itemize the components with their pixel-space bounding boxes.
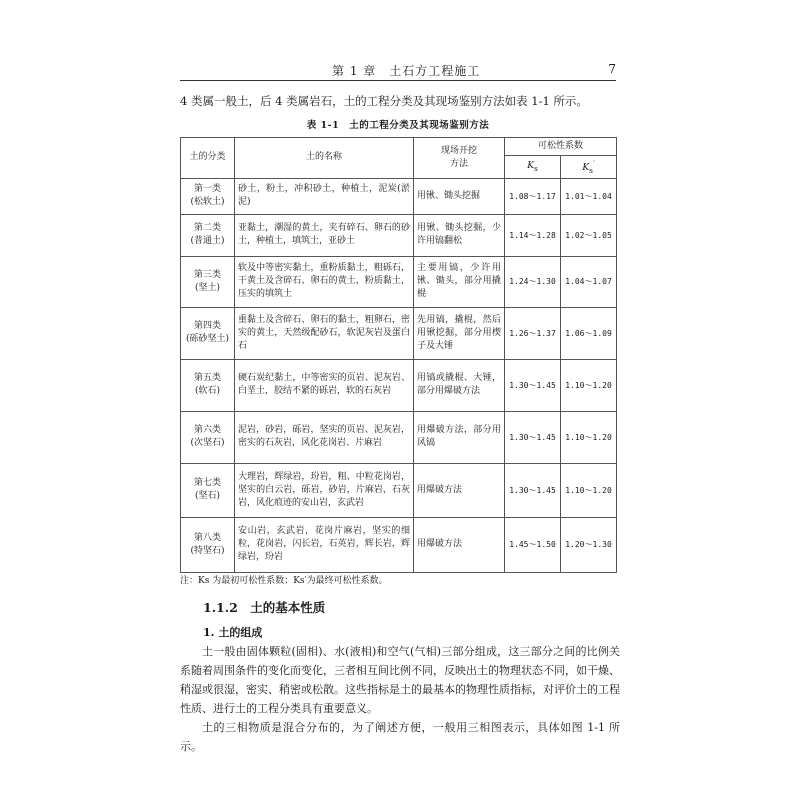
class-sub: (软石)	[194, 386, 221, 397]
cell-ks: 1.26～1.37	[505, 307, 561, 359]
cell-class	[181, 359, 235, 411]
class-label: 第二类	[193, 223, 221, 234]
class-sub: (松软土)	[190, 197, 225, 208]
cell-ks-final: 1.06～1.09	[561, 307, 617, 359]
header-class: 土的分类	[181, 138, 235, 179]
paragraph: 土的三相物质是混合分布的，为了阐述方便，一般用三相图表示，具体如图 1-1 所示。	[180, 721, 620, 753]
cell-method: 先用镐，撬棍，然后用锹挖掘，部分用楔子及大锤	[414, 307, 505, 359]
table-row	[181, 214, 617, 256]
header-ks	[505, 156, 561, 179]
cell-method: 主要用镐，少许用锹、锄头，部分用撬棍	[414, 256, 505, 307]
cell-name: 大理岩，辉绿岩，玢岩，粗、中粒花岗岩，坚实的白云岩，砾岩，砂岩，片麻岩，石灰岩，风化痕迹的安山岩，玄武岩	[235, 463, 414, 517]
cell-class	[181, 178, 235, 214]
cell-method: 用锹、锄头挖掘，少许用镐翻松	[414, 214, 505, 256]
header-ks-final	[561, 156, 617, 179]
cell-name: 泥岩，砂岩，砾岩，坚实的页岩、泥灰岩，密实的石灰岩，风化花岗岩、片麻岩	[235, 411, 414, 463]
chapter-title: 第 1 章 土石方工程施工	[332, 64, 481, 78]
cell-name: 砂土，粉土，冲积砂土，种植土，泥炭(淤泥)	[235, 178, 414, 214]
cell-ks: 1.30～1.45	[505, 359, 561, 411]
cell-ks: 1.08～1.17	[505, 178, 561, 214]
cell-class	[181, 411, 235, 463]
class-label: 第六类	[193, 425, 221, 436]
running-header	[180, 62, 616, 78]
soil-classification-table	[180, 137, 617, 573]
cell-method: 用锹、锄头挖掘	[414, 178, 505, 214]
cell-name: 亚黏土，潮湿的黄土，夹有碎石、卵石的砂土，种植土，填筑土，亚砂土	[235, 214, 414, 256]
cell-class	[181, 307, 235, 359]
cell-ks-final: 1.02～1.05	[561, 214, 617, 256]
cell-class	[181, 256, 235, 307]
cell-ks-final: 1.10～1.20	[561, 359, 617, 411]
table-note: 注：Ks 为最初可松性系数；Ks′为最终可松性系数。	[180, 576, 388, 586]
header-method-label: 现场开挖方法	[440, 145, 477, 169]
cell-class	[181, 463, 235, 517]
cell-ks-final: 1.10～1.20	[561, 463, 617, 517]
cell-ks: 1.14～1.28	[505, 214, 561, 256]
intro-sentence: 4 类属一般土，后 4 类属岩石，土的工程分类及其现场鉴别方法如表 1-1 所示。	[180, 94, 588, 108]
class-label: 第四类	[193, 321, 221, 332]
body-text	[180, 642, 620, 756]
class-sub: (普通土)	[190, 236, 225, 247]
header-ks-final-sub: s	[589, 165, 593, 175]
header-rule	[180, 80, 616, 81]
cell-ks: 1.30～1.45	[505, 463, 561, 517]
table-row	[181, 463, 617, 517]
header-ks-final-symbol: K	[582, 163, 590, 173]
header-name: 土的名称	[235, 138, 414, 179]
table-row	[181, 517, 617, 572]
table-row	[181, 307, 617, 359]
table-row	[181, 178, 617, 214]
cell-class	[181, 214, 235, 256]
cell-ks-final: 1.01～1.04	[561, 178, 617, 214]
table-row	[181, 256, 617, 307]
paragraph: 土一般由固体颗粒(固相)、水(液相)和空气(气相)三部分组成，这三部分之间的比例关系随着周围条件的变化而变化，三者相互间比例不同，反映出土的物理状态不同，如干燥、稍湿或很湿，密实、稍密或松散。这些指标是土的最基本的物理性质指标，对评价土的工程性质、进行土的工程分类具有重要意义。	[180, 645, 620, 715]
cell-method: 用镐或撬棍、大锤，部分用爆破方法	[414, 359, 505, 411]
cell-class	[181, 517, 235, 572]
page-number: 7	[608, 62, 616, 76]
class-label: 第五类	[193, 373, 221, 384]
class-label: 第八类	[193, 532, 221, 543]
cell-name: 重黏土及含碎石、卵石的黏土，粗卵石，密实的黄土，天然级配砂石，软泥灰岩及蛋白石	[235, 307, 414, 359]
class-sub: (砾砂坚土)	[185, 334, 230, 345]
class-label: 第一类	[193, 184, 221, 195]
header-method	[414, 138, 505, 179]
cell-name: 硬石炭纪黏土，中等密实的页岩、泥灰岩、白垩土，胶结不紧的砾岩，软的石灰岩	[235, 359, 414, 411]
class-label: 第七类	[193, 478, 221, 489]
class-sub: (次坚石)	[190, 438, 225, 449]
table-row	[181, 359, 617, 411]
cell-name: 安山岩，玄武岩，花岗片麻岩，坚实的细粒，花岗岩，闪长岩，石英岩，辉长岩，辉绿岩，玢岩	[235, 517, 414, 572]
table-row	[181, 411, 617, 463]
header-ks-final-prime: ′	[592, 159, 595, 168]
cell-ks: 1.24～1.30	[505, 256, 561, 307]
subsection-title: 1. 土的组成	[203, 626, 263, 639]
class-sub: (坚土)	[194, 282, 221, 293]
class-sub: (特坚石)	[190, 545, 225, 556]
cell-ks-final: 1.20～1.30	[561, 517, 617, 572]
cell-name: 软及中等密实黏土，重粉质黏土，粗砾石，干黄土及含碎石、卵石的黄土，粉质黏土，压实的填筑土	[235, 256, 414, 307]
cell-method: 用爆破方法，部分用风镐	[414, 411, 505, 463]
cell-method: 用爆破方法	[414, 517, 505, 572]
header-ks-sub: s	[533, 163, 538, 173]
header-coef: 可松性系数	[505, 138, 617, 156]
cell-ks: 1.45～1.50	[505, 517, 561, 572]
cell-ks: 1.30～1.45	[505, 411, 561, 463]
section-title: 1.1.2 土的基本性质	[203, 600, 326, 615]
table-caption: 表 1-1 土的工程分类及其现场鉴别方法	[306, 120, 490, 131]
cell-ks-final: 1.04～1.07	[561, 256, 617, 307]
header-ks-symbol: K	[527, 160, 534, 171]
cell-method: 用爆破方法	[414, 463, 505, 517]
cell-ks-final: 1.10～1.20	[561, 411, 617, 463]
class-sub: (坚石)	[194, 491, 221, 502]
class-label: 第三类	[193, 269, 221, 280]
